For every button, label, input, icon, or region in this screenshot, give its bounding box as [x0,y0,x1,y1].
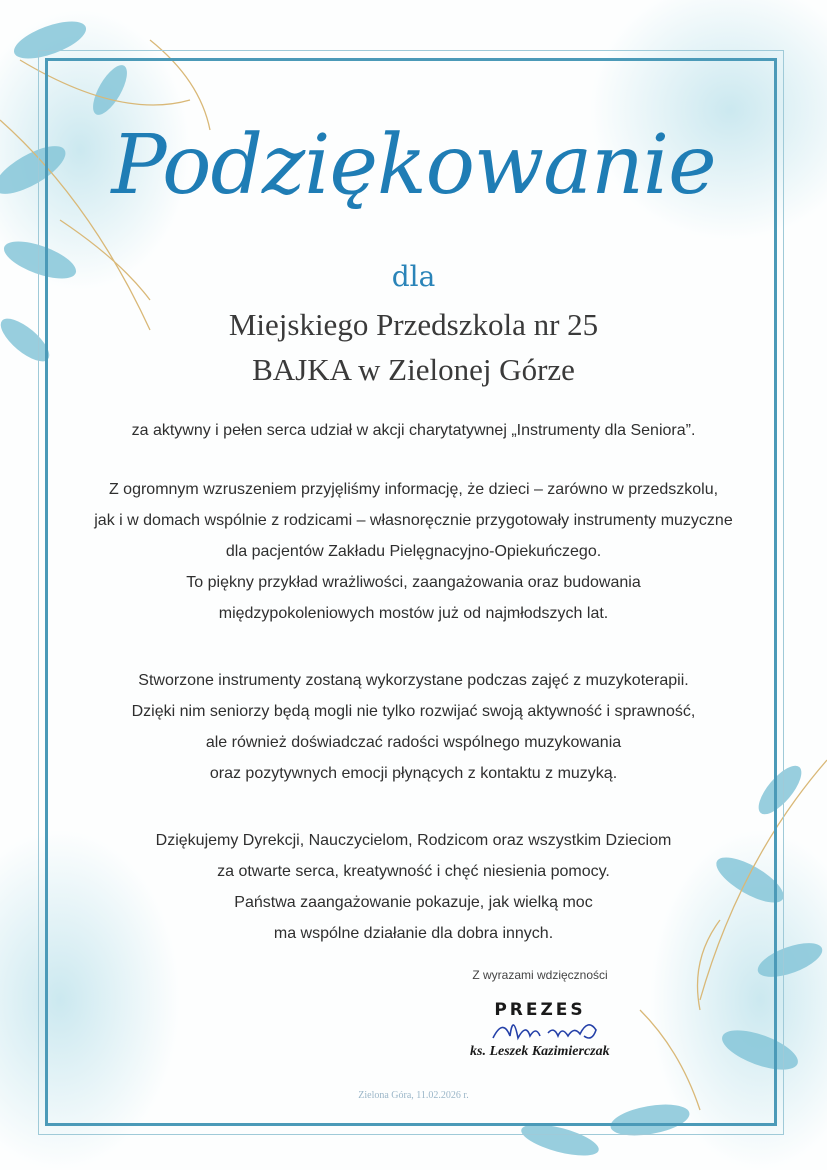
body-line: ma wspólne działanie dla dobra innych. [273,925,554,942]
stamp-role: PREZES [494,1000,586,1020]
body-line: Państwa zaangażowanie pokazuje, jak wielką moc [234,894,593,911]
body-line: za otwarte serca, kreatywność i chęć niesienia pomocy. [217,863,610,880]
handwritten-signature [488,1008,608,1048]
certificate-title: Podziękowanie [111,118,716,213]
intro-text: za aktywny i pełen serca udział w akcji charytatywnej „Instrumenty dla Seniora”. [131,422,696,439]
body-line: Dzięki nim seniorzy będą mogli nie tylko rozwijać swoją aktywność i sprawność, [131,703,696,720]
body-line: ale również doświadczać radości wspólnego muzykowania [205,734,622,751]
place-date: Zielona Góra, 11.02.2026 r. [358,1090,469,1101]
inner-frame [45,58,777,1126]
closing-text: Z wyrazami wdzięczności [472,968,608,982]
body-line: dla pacjentów Zakładu Pielęgnacyjno-Opiekuńczego. [225,543,602,560]
body-line: Z ogromnym wzruszeniem przyjęliśmy informację, że dzieci – zarówno w przedszkolu, [108,481,719,498]
recipient-line-1: Miejskiego Przedszkola nr 25 [228,307,599,342]
recipient-line-2: BAJKA w Zielonej Górze [252,352,575,387]
body-line: międzypokoleniowych mostów już od najmłodszych lat. [218,605,609,622]
body-line: To piękny przykład wrażliwości, zaangażowania oraz budowania [186,574,641,591]
body-line: Dziękujemy Dyrekcji, Nauczycielom, Rodzicom oraz wszystkim Dzieciom [155,832,672,849]
signer-name: ks. Leszek Kazimierczak [470,1044,610,1059]
body-line: oraz pozytywnych emocji płynących z kontaktu z muzyką. [209,765,618,782]
body-line: jak i w domach wspólnie z rodzicami – własnoręcznie przygotowały instrumenty muzyczne [94,512,733,529]
certificate-subtitle: dla [391,260,436,293]
body-line: Stworzone instrumenty zostaną wykorzystane podczas zajęć z muzykoterapii. [138,672,689,689]
